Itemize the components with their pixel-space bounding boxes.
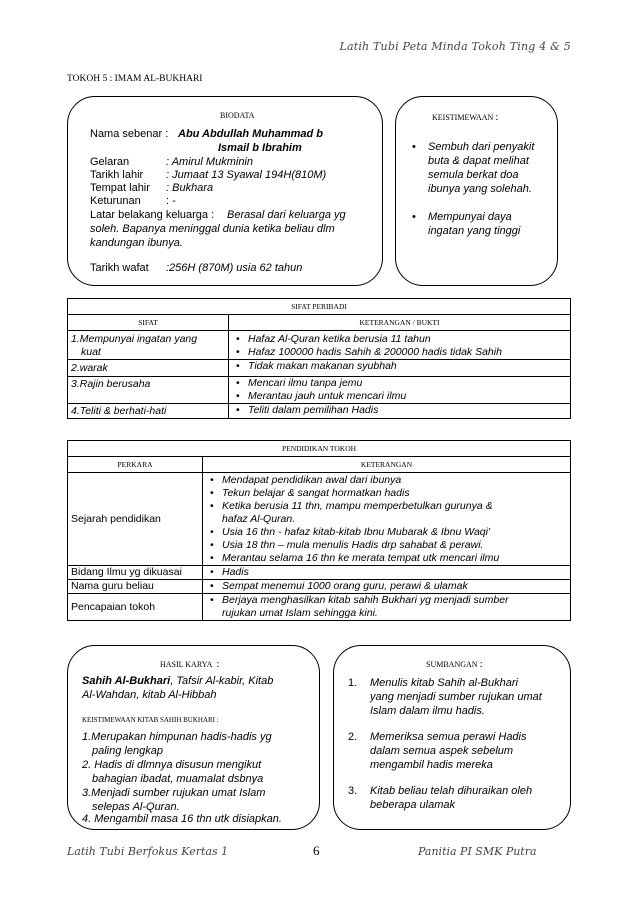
- table-row: 3.Rajin berusaha • Mencari ilmu tanpa jemu • Merantau jauh untuk mencari ilmu: [68, 377, 571, 404]
- table-row: 1.Mempunyai ingatan yang kuat • Hafaz Al-Quran ketika berusia 11 tahun • Hafaz 100000 hadis Sahih & 200000 hadis tidak Sahih: [68, 331, 571, 360]
- hasil-karya-box: [67, 645, 320, 830]
- sifat-table-title: SIFAT PERIBADI: [68, 299, 571, 315]
- hasil-karya-title: HASIL KARYA :: [160, 658, 220, 670]
- tempat-label: Tempat lahir: [90, 182, 150, 194]
- lahir-value: : Jumaat 13 Syawal 194H(810M): [166, 169, 327, 181]
- latar-value-1: Berasal dari keluarga yg: [227, 209, 346, 221]
- footer-right: Panitia PI SMK Putra: [418, 845, 537, 858]
- biodata-title: BIODATA: [220, 111, 255, 120]
- kitab-item-1: 1.Merupakan himpunan hadis-hadis yg paling lengkap: [82, 731, 272, 757]
- keistimewaan-box: [395, 96, 558, 286]
- table-row: 2.warak • Tidak makan makanan syubhah: [68, 360, 571, 377]
- table-row: Sejarah pendidikan • Mendapat pendidikan awal dari ibunya • Tekun belajar & sangat hormatkan hadis • Ketika berusia 11 thn, mampu memperbetulkan gurunya & hafaz Al-Quran. • Usia 16 thn - hafaz kitab-kitab Ibnu Mubarak & Ibnu Waqi' • Usia 18 thn – mula menulis Hadis drp sahabat & perawi. • Merantau selama 16 thn ke merata tempat utk mencari ilmu: [68, 473, 571, 566]
- lahir-label: Tarikh lahir: [90, 169, 144, 181]
- latar-label: Latar belakang keluarga :: [90, 209, 215, 221]
- table-row: Pencapaian tokoh • Berjaya menghasilkan kitab sahih Bukhari yg menjadi sumber rujukan umat Islam sehingga kini.: [68, 594, 571, 621]
- latar-value-3: kandungan ibunya.: [90, 237, 183, 249]
- karya-list: Sahih Al-Bukhari, Tafsir Al-kabir, Kitab: [82, 675, 274, 687]
- kitab-item-2: 2. Hadis di dlmnya disusun mengikut bahagian ibadat, muamalat dsbnya: [82, 759, 264, 785]
- kitab-item-4: 4. Mengambil masa 16 thn utk disiapkan.: [82, 813, 282, 825]
- sifat-table: [67, 298, 571, 419]
- perkara-col-header: PERKARA: [68, 457, 203, 473]
- sumbangan-item-3: 3. Kitab beliau telah dihuraikan oleh beberapa ulamak: [348, 785, 533, 811]
- wafat-label: Tarikh wafat: [90, 262, 149, 274]
- keterangan-col-header: KETERANGAN: [203, 457, 571, 473]
- sifat-col-header: SIFAT: [68, 315, 229, 331]
- wafat-value: :256H (870M) usia 62 tahun: [166, 262, 303, 274]
- keistimewaan-item-2: • Mempunyai daya ingatan yang tinggi: [428, 210, 520, 238]
- section-title: TOKOH 5 : IMAM AL-BUKHARI: [67, 74, 203, 84]
- sumbangan-box: [333, 645, 571, 830]
- karya-list-2: Al-Wahdan, kitab Al-Hibbah: [82, 689, 217, 701]
- keistimewaan-item-1: • Sembuh dari penyakit buta & dapat melihat semula berkat doa ibunya yang solehah.: [428, 140, 534, 196]
- keturunan-value: : -: [166, 195, 176, 207]
- nama-value-2: Ismail b Ibrahim: [218, 142, 302, 154]
- page-number: 6: [313, 843, 320, 858]
- latar-value-2: soleh. Bapanya meninggal dunia ketika beliau dlm: [90, 223, 335, 235]
- kitab-item-3: 3.Menjadi sumber rujukan umat Islam selepas Al-Quran.: [82, 787, 266, 813]
- sumbangan-item-1: 1. Menulis kitab Sahih al-Bukhari yang menjadi sumber rujukan umat Islam dalam ilmu hadis.: [348, 677, 542, 717]
- table-row: 4.Teliti & berhati-hati • Teliti dalam pemilihan Hadis: [68, 404, 571, 419]
- keturunan-label: Keturunan: [90, 195, 141, 207]
- gelaran-label: Gelaran: [90, 156, 130, 168]
- kitab-keistimewaan-subtitle: KEISTIMEWAAN KITAB SAHIH BUKHARI :: [82, 716, 219, 724]
- nama-value-1: Abu Abdullah Muhammad b: [178, 128, 324, 140]
- pendidikan-table-title: PENDIDIKAN TOKOH: [68, 441, 571, 457]
- gelaran-value: : Amirul Mukminin: [166, 156, 253, 168]
- pendidikan-table: [67, 440, 571, 621]
- sumbangan-item-2: 2. Memeriksa semua perawi Hadis dalam semua aspek sebelum mengambil hadis mereka: [348, 731, 527, 771]
- biodata-box: [67, 96, 383, 286]
- page-header: Latih Tubi Peta Minda Tokoh Ting 4 & 5: [339, 40, 571, 53]
- keistimewaan-title: KEISTIMEWAAN :: [432, 111, 499, 123]
- table-row: Bidang Ilmu yg dikuasai • Hadis: [68, 566, 571, 580]
- footer-left: Latih Tubi Berfokus Kertas 1: [67, 845, 229, 858]
- sumbangan-title: SUMBANGAN :: [426, 658, 483, 670]
- table-row: Nama guru beliau • Sempat menemui 1000 orang guru, perawi & ulamak: [68, 580, 571, 594]
- nama-label: Nama sebenar :: [90, 128, 169, 140]
- bukti-col-header: KETERANGAN / BUKTI: [229, 315, 571, 331]
- tempat-value: : Bukhara: [166, 182, 214, 194]
